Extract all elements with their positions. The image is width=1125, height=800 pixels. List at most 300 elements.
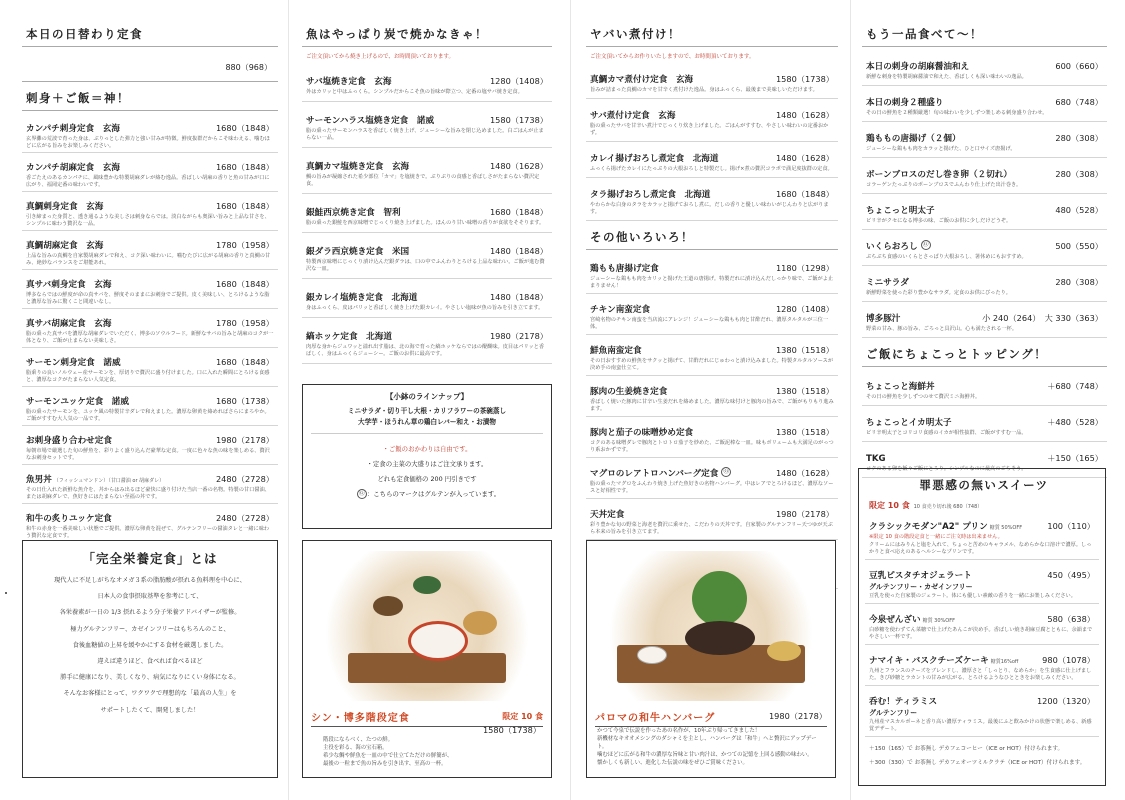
menu-item-price: 1280（1408） (775, 304, 834, 315)
menu-item-price: 280（308） (1055, 277, 1103, 288)
menu-item-description: その日仕入れた新鮮な魚介を、丼からはみ出るほど豪快に盛り付けた当店一番の名物。特製の甘口醤油、または胡麻ダレで、魚好きにはたまらない至福の丼です。 (26, 487, 270, 501)
text-line: 日本人の食事摂取基準を参考にして、 (97, 593, 203, 601)
menu-item (22, 231, 278, 270)
topping-title: ご飯にちょこっとトッピング！ (862, 338, 1107, 367)
menu-item-price: 450（495） (1047, 570, 1095, 581)
drink-note-1: ＋150（165）で お茶無し デカフェコーヒー（ICE or HOT）付けられます。 (869, 746, 1064, 753)
simmered-list (586, 63, 838, 221)
menu-item-description: 鯛の旨みが凝縮された希少部位「カマ」を塩焼きで。ぷりぷりの食感と香ばしさがたまらない贅沢定食。 (306, 174, 540, 188)
note-discount: どれも定食価格の 200 円引きです (377, 475, 477, 484)
menu-item-heading (306, 239, 409, 258)
menu-item-price: 1480（1628） (775, 468, 834, 479)
menu-item-heading (26, 506, 112, 525)
menu-item-row (590, 103, 834, 122)
menu-item-row (866, 446, 1103, 465)
menu-item (865, 511, 1099, 560)
grilled-list (302, 63, 552, 364)
complete-nutrition-text (23, 573, 277, 719)
text-line: 各栄養素が一日の 1/3 摂れるよう分子栄養アドバイザーが監修。 (59, 609, 241, 617)
menu-item-price: 280（308） (1055, 169, 1103, 180)
menu-item-description: 脂乗りの良いノルウェー産サーモンを、厚切りで贅沢に盛り付けました。口に入れた瞬間にとろける食感と、濃厚なコクがたまらない人気定食。 (26, 370, 270, 384)
menu-item (22, 387, 278, 426)
menu-item (865, 645, 1099, 686)
menu-item (22, 270, 278, 309)
menu-item-subtitle: グルテンフリー (869, 709, 918, 718)
menu-item-description: 毎朝市場で厳選した旬の鮮魚を、彩りよく盛り込んだ豪華な定食。一度に色々な魚の味を楽しめる、贅沢なお刺身セットです。 (26, 448, 270, 462)
menu-item (586, 376, 838, 417)
hamburg-box (586, 540, 836, 778)
menu-item (586, 417, 838, 458)
menu-item-name: 本日の刺身の胡麻醤油和え (866, 62, 970, 72)
menu-item-heading (306, 154, 409, 173)
menu-item-price: 1200（1320） (1036, 696, 1095, 707)
menu-item-row (26, 428, 274, 447)
menu-item-name: サバ塩焼き定食 玄海 (306, 77, 392, 87)
grilled-note: ご注文頂いてから焼き上げるので、お時間頂いております。 (306, 54, 454, 60)
menu-item-description: 脂の乗ったサバを甘辛い煮汁でじっくり炊き上げました。ごはんがすすむ、やさしい味わいの定番おかず。 (590, 123, 829, 137)
text-line: 現代人に不足しがちなオメガ３系の脂肪酸が摂れる魚料理を中心に、 (54, 577, 246, 584)
sashimi-list (22, 114, 278, 558)
menu-item-row (26, 116, 274, 135)
menu-item-name: 真サバ胡麻定食 玄海 (26, 319, 112, 330)
stairs-name: シン・博多階段定食 (311, 713, 410, 724)
menu-item-description: 彩り豊かな旬の野菜と海老を贅沢に乗せた、こだわりの天丼です。自家製のグルテンフリー天つゆが天ぷら本来の旨みを引き立てます。 (590, 522, 833, 536)
menu-item-heading (590, 256, 659, 275)
menu-item (302, 279, 552, 318)
drink-note-2: ＋300（330）で お茶無し デカフェオーツミルクラテ（ICE or HOT）付けられます。 (869, 760, 1086, 767)
menu-item-description: 脂の乗ったマグロをふんわり焼き上げた魚好きの名物ハンバーグ。中はレアでとろけるほど、濃厚なソースと好相性です。 (590, 481, 834, 495)
hamburg-caption (595, 707, 827, 727)
menu-item-heading (866, 410, 952, 429)
menu-item-description: 脂の乗った銀鮭を西京味噌でじっくり焼き上げました。ほんのり甘い味噌の香りが食欲をそそります。 (306, 220, 545, 227)
menu-item-description: 引き締まった身質と、透き通るような美しさは刺身ならでは。淡白ながらも奥深い旨みと上品な甘さを、シンプルに味わう贅沢な一品。 (26, 214, 270, 228)
menu-item-price: 680（748） (1055, 97, 1103, 108)
gluten-icon: Ⓖ (358, 490, 365, 498)
menu-item (302, 318, 552, 364)
note-refill: ・ご飯のおかわりは自由です。 (382, 445, 472, 454)
menu-item-row (866, 410, 1103, 429)
menu-item-tag: 糖質 50%OFF (989, 525, 1023, 531)
menu-item-heading (590, 338, 642, 357)
menu-item-name: 豚肉の生姜焼き定食 (590, 387, 668, 398)
menu-item (22, 426, 278, 465)
topping-list (862, 370, 1107, 478)
menu-item-heading (26, 272, 111, 291)
menu-item-name: マグロのレアトロハンバーグ定食 (590, 469, 719, 480)
menu-item-heading (866, 162, 1012, 181)
menu-item-row (26, 311, 274, 330)
stairs-price: 1580（1738） (482, 725, 541, 735)
menu-item-description: その日の鮮魚を２種類厳選！旬の味わいを少しずつ楽しめる刺身盛り合わせ。 (866, 110, 1048, 117)
stairs-desc (313, 736, 541, 768)
menu-item (302, 148, 552, 194)
hamburg-set-photo (597, 551, 825, 701)
one-more-title: もう一品食べて～！ (862, 18, 1107, 47)
menu-item-description: ジューシーな鶏もも肉をカラッと揚げた、ひと口サイズ唐揚げ。 (866, 146, 1016, 153)
simmered-title: ヤバい煮付け！ (586, 18, 838, 47)
menu-item-description: 新鮮な刺身を特製胡麻醤油で和えた、香ばしくも深い味わいの逸品。 (866, 74, 1027, 80)
menu-item-name: 縞ホッケ定食 北海道 (306, 332, 392, 343)
menu-item (865, 560, 1099, 604)
menu-item-row (869, 648, 1095, 667)
menu-item (586, 499, 838, 540)
menu-item-row (26, 350, 274, 369)
menu-item-row (306, 69, 548, 88)
menu-item-name: 和牛の炙りユッケ定食 (26, 514, 112, 525)
menu-item-heading (590, 461, 731, 480)
menu-item-heading (590, 182, 710, 201)
hamburg-desc (587, 727, 835, 768)
menu-item-row (26, 194, 274, 213)
menu-item-price: ＋150（165） (1047, 453, 1103, 464)
menu-item-heading (306, 324, 392, 343)
menu-item (586, 63, 838, 99)
hakata-stairs-box (302, 540, 552, 778)
menu-item-row (26, 272, 274, 291)
menu-item-row (306, 108, 548, 127)
menu-item-description: 肉厚な身からジュワッと溢れ出す脂は、北の海で育った縞ホッケならではの醍醐味。皮目はパリッと香ばしく、身はふっくらジューシー。ご飯のお供に最高です。 (306, 344, 545, 358)
menu-item-description: 宮崎名物のチキン南蛮を当店流にアレンジ！ジューシーな鶏もも肉と甘酢だれ、濃厚タルタルが三位一体。 (590, 317, 829, 331)
menu-item-name: 真鯛カマ塩焼き定食 玄海 (306, 162, 410, 173)
menu-item-description: 九州とフランスのチーズをブレンドし、濃厚さと「しっとり、なめらか」を生食感に仕上げました。きび砂糖とラカントの甘みが広がる、とろけるようなひとときをお楽しみください。 (869, 668, 1092, 682)
hamburg-name: パロマの和牛ハンバーグ (595, 713, 716, 724)
menu-item (302, 233, 552, 279)
menu-item-description: 九州産マスカルポーネと香り高い濃厚ティラミス。最後にふと飲みかけの状態で楽しめる、新感覚デザート。 (869, 719, 1092, 733)
sweets-limited: 限定 10 食 10 食売り切れ後 680（748） (869, 501, 983, 510)
menu-item-price: 1580（1738） (775, 74, 834, 84)
menu-item-name: 豆乳ピスタチオジェラート (869, 571, 972, 582)
menu-item-name: 銀カレイ塩焼き定食 北海道 (306, 293, 418, 304)
menu-item-heading (866, 234, 931, 253)
menu-item-description: 豆乳を使った自家製のジェラート。体にも優しい素敵の香りを一緒にお楽しみください。 (869, 593, 1076, 600)
menu-item (586, 253, 838, 294)
menu-item-price: 1680（1848） (215, 201, 274, 212)
menu-item-row (866, 234, 1103, 253)
menu-item-name: クラシックモダン"A2" プリン (869, 522, 988, 532)
menu-item-price: 1380（1518） (775, 427, 834, 438)
menu-item-heading (866, 374, 935, 393)
menu-item-description: コクのある卵を飯々ご飯にとろり。シンプルなのに最高のごちそう。 (866, 466, 1027, 473)
menu-item-price: 1280（1408） (489, 76, 548, 86)
menu-item-description: 身はふっくら、皮はパリッと香ばしく焼き上げた銀カレイ。やさしい塩味が魚の旨みを引き立てます。 (306, 305, 544, 312)
menu-item-heading (866, 126, 961, 145)
menu-item-row (866, 198, 1103, 217)
menu-item-name: サーモンユッケ定食 諾威 (26, 397, 129, 408)
menu-item-name: ちょこっと明太子 (866, 206, 935, 217)
menu-item-price: 600（660） (1055, 61, 1103, 71)
side-dish-line-2: 大学芋・ほうれん草の鶏白レバー和え・お漬物 (357, 417, 496, 426)
menu-item-description: ぷちぷち食感のいくらとさっぱり大根おろし、箸休めにもおすすめ。 (866, 254, 1027, 261)
menu-item-description: 脂の乗ったサーモンを、ユッケ風の特製甘辛ダレで和えました。濃厚な卵黄を絡めればさらにまろやか。ご飯がすすむ大人気の一品です。 (26, 409, 270, 423)
menu-item (862, 302, 1107, 338)
menu-item-row (306, 285, 548, 304)
menu-item-name: 真鯛胡麻定食 玄海 (26, 241, 104, 252)
menu-item-price: 100（110） (1047, 521, 1095, 531)
menu-item-price: 1480（1848） (489, 292, 548, 303)
menu-item (865, 604, 1099, 645)
menu-item-heading (26, 233, 103, 252)
menu-item-heading (590, 146, 718, 165)
menu-item (302, 194, 552, 233)
menu-item-heading (26, 155, 120, 174)
menu-item-name: 鶏ももの唐揚げ（２個） (866, 134, 961, 145)
menu-item-name: カンパチ刺身定食 玄海 (26, 124, 120, 134)
text-line: かつて今泉で伝説を作ったあの名作が、10年ぶり帰ってきました！ (597, 728, 761, 734)
menu-item-heading (26, 350, 121, 369)
menu-item (22, 192, 278, 231)
menu-item-heading (869, 689, 937, 708)
menu-item-name: チキン南蛮定食 (590, 305, 651, 316)
menu-item-heading (866, 306, 900, 325)
menu-item (862, 158, 1107, 194)
menu-item-row (866, 90, 1103, 109)
menu-item-heading (26, 311, 111, 330)
menu-item-description: 香ごたえのあるカンパチに、風味豊かな特製胡麻ダレが絡む逸品。香ばしい胡麻の香りと魚の甘みが口に広がり、福岡定番の味わいです。 (26, 175, 270, 189)
menu-item-description: 脂の乗った真サバを濃厚な胡麻ダレでいただく、博多のソウルフード。新鮮なサバの旨みと胡麻のコクが一体となり、ご飯が止まらない美味しさ。 (26, 331, 274, 345)
menu-item-heading (869, 563, 972, 582)
menu-item (586, 458, 838, 499)
daily-title: 本日の日替わり定食 (22, 18, 278, 47)
menu-item-name: カレイ揚げおろし煮定食 北海道 (590, 154, 719, 165)
text-line: そんなお客様にとって、ワクワクで理想的な「最高の人生」を (63, 690, 237, 698)
text-line: 噛むほどに広がる和牛の濃厚な旨味と甘い肉汁は、かつての記憶を上回る感動の味わい。 (597, 752, 813, 759)
menu-item (586, 99, 838, 142)
note-large: ・定食の主菜の大盛りはご注文承ります。 (366, 460, 488, 469)
menu-item-tag: 糖質16%off (990, 659, 1019, 666)
stray-dot (5, 592, 7, 594)
text-line: 食後血糖値の上昇を緩やかにする食材を厳選しました。 (72, 641, 228, 649)
menu-item-name: ミニサラダ (866, 278, 909, 289)
menu-item-heading (869, 514, 1022, 533)
menu-item-description: ピリ辛がクセになる博多の味、ご飯のお供に少しだけどうぞ。 (866, 218, 1012, 225)
menu-item (862, 370, 1107, 406)
menu-item (22, 348, 278, 387)
menu-item (586, 178, 838, 221)
sweets-box (858, 468, 1106, 786)
menu-item-heading (866, 198, 935, 217)
menu-item-description: 博多ならではの鮮度が命の真サバを、鮮度そのままにお刺身でご提供。皮く美味しい、とろけるような脂と濃厚な旨みに驚くこと間違いなし。 (26, 292, 270, 306)
one-more-list (862, 50, 1107, 338)
menu-item-row (26, 389, 274, 408)
menu-item-row (866, 270, 1103, 289)
menu-item-name: 銀鮭西京焼き定食 智利 (306, 208, 401, 219)
menu-item-price: 1980（2178） (215, 435, 274, 446)
menu-item-row (26, 506, 274, 525)
menu-item-price: 980（1078） (1042, 655, 1095, 666)
menu-item-price: 1780（1958） (215, 318, 274, 329)
menu-item-description: ピリ辛明太子とコリコリ食感のイカが相性抜群、ご飯がすすむ一品。 (866, 430, 1027, 437)
menu-item-price: 1780（1958） (215, 240, 274, 251)
menu-item-row (306, 239, 548, 258)
menu-item-price: 480（528） (1055, 205, 1103, 216)
menu-item-name: 本日の刺身２種盛り (866, 98, 944, 109)
menu-item-name: TKG (866, 454, 886, 465)
menu-item-heading (590, 502, 624, 521)
menu-item-name: 鮮魚南蛮定食 (590, 346, 642, 357)
menu-item-description: 白砂糖を使わずてん菜糖で仕上げたあんこが決め手。香ばしい焼き胡麻豆腐とともに、余韻までやさしい一杯です。 (869, 627, 1093, 641)
stairs-tag: 限定 10 食 (502, 712, 543, 721)
text-line: 懐かしくも新しい、進化した伝説の味をぜひご賞味ください。 (597, 760, 748, 767)
menu-item-row (306, 200, 548, 219)
menu-item-price: 1480（1628） (489, 161, 548, 172)
menu-item-description: ジューシーな鶏もも肉をカリッと揚げた王道の唐揚げ。特製だれに漬け込んだしっかり味で、ご飯がよ止まりません！ (590, 276, 834, 290)
menu-item-name: 真鯛刺身定食 玄海 (26, 202, 104, 213)
menu-item-description: 野菜の甘み、豚の旨み、ごろっと具沢山。心も満たされる一杯。 (866, 326, 1018, 333)
menu-item (862, 50, 1107, 86)
column-side-dishes (862, 18, 1107, 473)
menu-item-price: 1680（1848） (215, 357, 274, 368)
menu-item-description: 外はカリッと中はふっくら。シンプルだからこそ魚の旨味が際立つ、定番の塩サバ焼き定食。 (306, 89, 523, 95)
menu-item-tag: 糖質 30%OFF (922, 618, 955, 625)
daily-price: 880（968） (22, 50, 278, 82)
menu-item-heading (590, 103, 675, 122)
menu-item-row (866, 126, 1103, 145)
text-line: サポートしたくて、開発しました！ (100, 706, 200, 714)
menu-item-row (590, 379, 834, 398)
menu-item-description: 香ばしく焼いた豚肉に甘辛い生姜だれを絡めました。濃厚な味付けと豚肉の旨みで、ご飯がもりもり進みます。 (590, 399, 834, 413)
menu-item-row (306, 154, 548, 173)
menu-item-row (590, 461, 834, 480)
menu-item-row (590, 420, 834, 439)
menu-item-description: 旨みが詰まった真鯛のカマを甘辛く煮付けた逸品。身はふっくら、最後まで美味しいただけます。 (590, 87, 818, 93)
menu-item (586, 294, 838, 335)
menu-item-description: 特製西京味噌にじっくり漬け込んだ銀ダラは、口の中でふんわりとろける上品な味わい。ご飯が進む贅沢な一皿。 (306, 259, 545, 273)
menu-item-price: 1480（1628） (775, 153, 834, 164)
menu-item-heading (590, 379, 667, 398)
menu-item-row (590, 67, 834, 86)
menu-item-price: 580（638） (1047, 614, 1095, 625)
menu-item-name: 銀ダラ西京焼き定食 米国 (306, 247, 410, 258)
menu-item (862, 406, 1107, 442)
stairs-set-photo (313, 551, 541, 701)
menu-item-name: サーモン刺身定食 諾威 (26, 358, 121, 369)
menu-item (862, 266, 1107, 302)
menu-item-price: 1980（2178） (489, 331, 548, 342)
menu-item-name: いくらおろし (866, 242, 918, 253)
menu-item-row (590, 146, 834, 165)
menu-item-name: 真鯛カマ煮付け定食 玄海 (590, 75, 694, 85)
menu-item-row (866, 374, 1103, 393)
menu-item-heading (26, 389, 129, 408)
column-simmered (586, 18, 838, 536)
menu-item-price: 1680（1848） (215, 279, 274, 290)
menu-item-heading (306, 200, 401, 219)
menu-item-heading (306, 108, 434, 127)
menu-item-name: ちょこっと海鮮丼 (866, 382, 935, 393)
menu-item (302, 63, 552, 102)
menu-item-price: 280（308） (1055, 133, 1103, 144)
other-title: その他いろいろ！ (586, 221, 838, 250)
menu-item (865, 686, 1099, 737)
menu-item-warning: ※限定 10 食の階段定食と一緒にご注文時は出来ません。 (869, 534, 1003, 540)
menu-item (22, 465, 278, 504)
stairs-caption (311, 707, 543, 727)
menu-item-name: ナマイキ・バスクチーズケーキ (869, 656, 989, 667)
menu-item-heading (590, 297, 650, 316)
text-line: 新機材なキオオメシングのダシャミを主とし、ハンバーグは「和牛」へと贅沢にアップデート。 (597, 736, 817, 751)
menu-item-price: 小 240（264） 大 330（363） (982, 313, 1103, 324)
menu-item-price: 2480（2728） (215, 513, 274, 524)
menu-item-price: 1680（1848） (215, 162, 274, 173)
menu-item-name: 今泉ぜんざい (869, 615, 921, 626)
menu-item-description: 玄界灘の荒波で育った身は、ぷりっとした弾力と強い甘みが特徴。鮮度抜群だからこそ味わえる、噛むほどに広がる旨みをお楽しみください。 (26, 136, 270, 150)
text-line: 希少な鯛や鮮魚を一皿の中で仕立てただけの鮮簡が、 (323, 753, 453, 760)
menu-item-row (869, 563, 1095, 582)
menu-item-price: 1680（1848） (215, 123, 274, 133)
menu-item-name: 天丼定食 (590, 510, 625, 521)
menu-item-name: タラ揚げおろし煮定食 北海道 (590, 190, 711, 201)
menu-item-subtitle: グルテンフリー・カゼインフリー (869, 583, 973, 592)
menu-item-row (306, 324, 548, 343)
column-grilled (302, 18, 552, 380)
side-dish-line-1: ミニサラダ・切り干し大根・カリフラワーの茶碗蒸し (347, 407, 507, 415)
sashimi-title: 刺身＋ご飯＝神！ (22, 82, 278, 111)
menu-item (586, 335, 838, 376)
menu-item-row (866, 162, 1103, 181)
menu-item (862, 122, 1107, 158)
menu-item-row (26, 233, 274, 252)
menu-item-price: 2480（2728） (215, 474, 274, 485)
text-line: 最後の一粒まで魚の旨みを引き出す、至高の一杯。 (323, 761, 447, 768)
menu-item-heading (590, 67, 693, 86)
menu-item-heading (306, 69, 391, 88)
menu-item-row (590, 182, 834, 201)
menu-item-row (866, 306, 1103, 325)
menu-item-price: 1480（1628） (775, 110, 834, 121)
menu-item-row (590, 297, 834, 316)
menu-item-price: 1980（2178） (775, 509, 834, 520)
menu-item-description: コラーゲンたっぷりのボーンブロスでふんわり仕上げた出汁巻き。 (866, 182, 1022, 189)
note-gluten: Ⓖ ：こちらのマークはグルテンが入っています。 (358, 490, 501, 499)
menu-item-name: 博多豚汁 (866, 314, 901, 325)
menu-item-heading (866, 270, 909, 289)
menu-item-row (26, 155, 274, 174)
menu-item-price: ＋480（528） (1047, 417, 1103, 428)
menu-item-tag: （フィッシュマンドン）（甘口醤油 or 胡麻ダレ） (53, 478, 165, 485)
menu-item-price: 1380（1518） (775, 345, 834, 356)
complete-nutrition-title: 「完全栄養定食」とは (82, 551, 218, 566)
text-line: 極力グルテンフリー、カゼインフリーはもちろんのこと、 (70, 625, 230, 633)
menu-item-name: サバ煮付け定食 玄海 (590, 111, 676, 122)
menu-item-price: 1580（1738） (489, 115, 548, 126)
menu-item-name: 呑む！ティラミス (869, 697, 938, 708)
menu-item-description: やわらかな白身のタラをカラッと揚げておろし煮に。だしの香りと優しい味わいがじんわりと広がります。 (590, 202, 829, 216)
menu-item-price: 1180（1298） (775, 263, 834, 274)
gluten-icon: Ⓖ (922, 240, 929, 248)
sweets-title: 罪悪感の無いスイーツ (919, 478, 1049, 492)
menu-item-heading (26, 428, 112, 447)
side-dish-box (302, 384, 552, 529)
menu-item-heading (590, 420, 693, 439)
text-line: 違えば違うほど、食べれば食べるほど (97, 658, 203, 666)
menu-item-row (590, 502, 834, 521)
sweets-list (865, 511, 1099, 737)
menu-item-heading (869, 607, 955, 626)
menu-item-name: ボーンブロスのだし巻き卵（２切れ） (866, 170, 1012, 181)
grilled-title: 魚はやっぱり炭で焼かなきゃ！ (302, 18, 552, 47)
menu-item-row (590, 256, 834, 275)
menu-item (586, 142, 838, 178)
menu-item-price: 1680（1848） (775, 189, 834, 200)
text-line: 勝手に健康になり、美しくなり、病気になりにくい身体になる。 (60, 674, 240, 682)
menu-item-name: 魚男丼 (26, 475, 52, 486)
menu-item-heading (306, 285, 417, 304)
menu-item-description: クリームにはみりんと塩を入れて、ちょっと苦めのキャラメル、なめらかな口溶けで濃厚。しっかりと食べ応えのあるヘルシーなプリンです。 (869, 542, 1092, 556)
menu-item (22, 114, 278, 153)
menu-item-heading (26, 194, 103, 213)
menu-item-description: 上品な旨みの真鯛を自家製胡麻ダレで和え、コク深い味わいに。噛むたびに広がる胡麻の香りと真鯛の甘み、絶妙なバランスをご堪能あれ。 (26, 253, 271, 267)
menu-item-name: 豚肉と茄子の味噌炒め定食 (590, 428, 694, 439)
